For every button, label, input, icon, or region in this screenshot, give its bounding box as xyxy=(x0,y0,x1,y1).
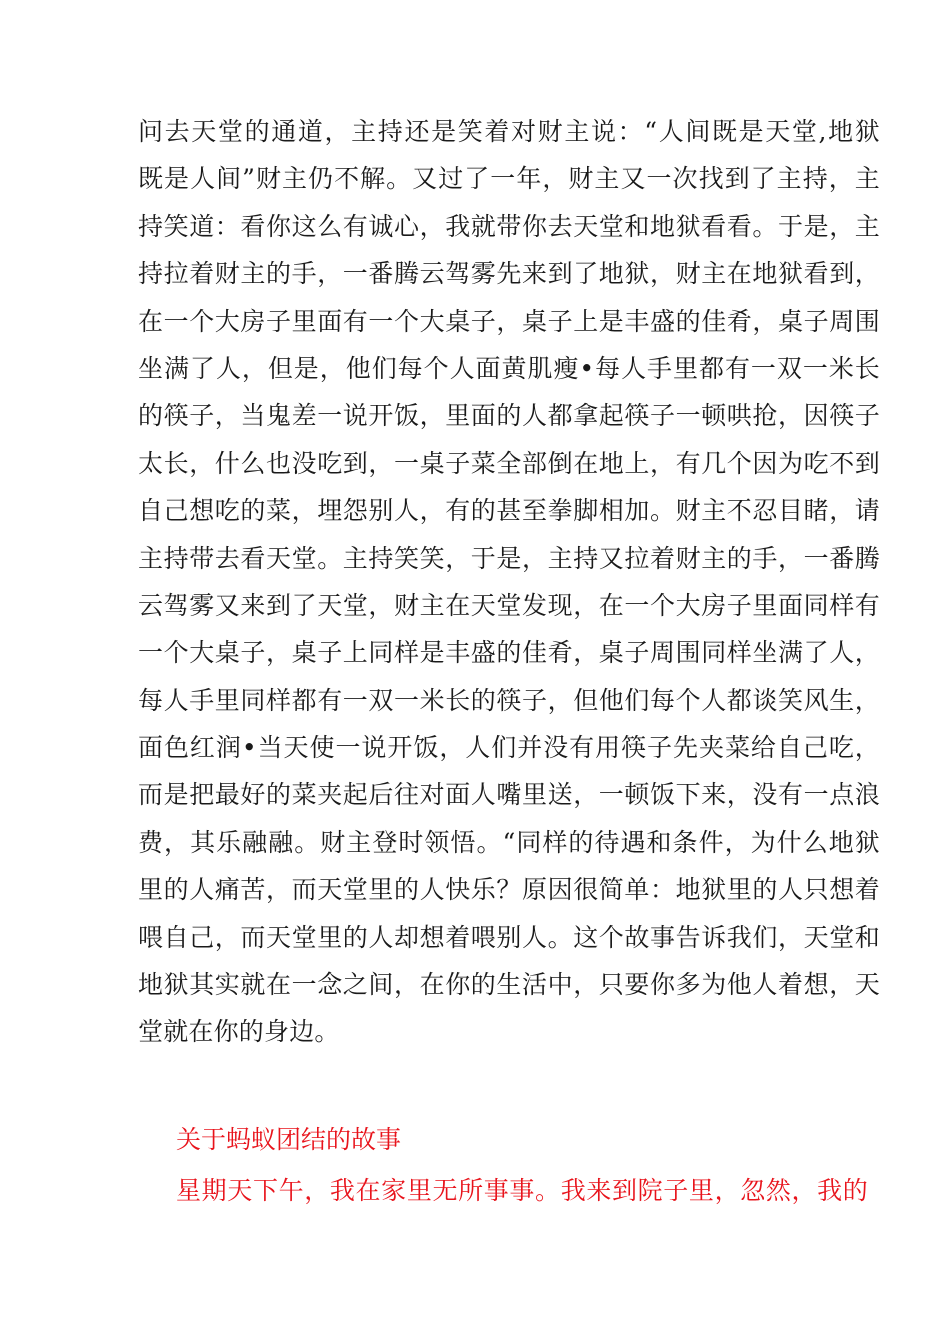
story-paragraph xyxy=(138,108,880,1056)
section-heading: 关于蚂蚁团结的故事 xyxy=(176,1125,402,1154)
paragraph-line: 云驾雾又来到了天堂，财主在天堂发现，在一个大房子里面同样有 xyxy=(138,590,880,620)
paragraph-line: 的筷子，当鬼差一说开饭，里面的人都拿起筷子一顿哄抢，因筷子 xyxy=(138,401,880,431)
paragraph-line: 持笑道：看你这么有诚心，我就带你去天堂和地狱看看。于是，主 xyxy=(138,211,880,241)
paragraph-line: 堂就在你的身边。 xyxy=(138,1017,340,1047)
paragraph-line: 自己想吃的菜，埋怨别人，有的甚至拳脚相加。财主不忍目睹，请 xyxy=(138,496,880,526)
paragraph-line: 面色红润•当天使一说开饭，人们并没有用筷子先夹菜给自己吃， xyxy=(138,733,880,763)
paragraph-line: 每人手里同样都有一双一米长的筷子，但他们每个人都谈笑风生， xyxy=(138,685,880,715)
paragraph-line: 喂自己，而天堂里的人却想着喂别人。这个故事告诉我们，天堂和 xyxy=(138,922,880,952)
paragraph-line: 持拉着财主的手，一番腾云驾雾先来到了地狱，财主在地狱看到， xyxy=(138,259,880,289)
paragraph-line: 主持带去看天堂。主持笑笑，于是，主持又拉着财主的手，一番腾 xyxy=(138,543,880,573)
paragraph-line: 既是人间”财主仍不解。又过了一年，财主又一次找到了主持，主 xyxy=(138,164,880,194)
paragraph-line: 一个大桌子，桌子上同样是丰盛的佳肴，桌子周围同样坐满了人， xyxy=(138,638,880,668)
paragraph-line: 在一个大房子里面有一个大桌子，桌子上是丰盛的佳肴，桌子周围 xyxy=(138,306,880,336)
paragraph-line: 星期天下午，我在家里无所事事。我来到院子里，忽然，我的 xyxy=(176,1176,868,1205)
paragraph-line: 问去天堂的通道，主持还是笑着对财主说：“人间既是天堂,地狱 xyxy=(138,117,880,146)
paragraph-line: 坐满了人，但是，他们每个人面黄肌瘦•每人手里都有一双一米长 xyxy=(138,353,880,383)
next-story-paragraph xyxy=(176,1166,868,1216)
paragraph-line: 而是把最好的菜夹起后往对面人嘴里送，一顿饭下来，没有一点浪 xyxy=(138,780,880,810)
paragraph-line: 里的人痛苦，而天堂里的人快乐？原因很简单：地狱里的人只想着 xyxy=(138,875,880,905)
paragraph-line: 太长，什么也没吃到，一桌子菜全部倒在地上，有几个因为吃不到 xyxy=(138,448,880,478)
paragraph-line: 费，其乐融融。财主登时领悟。“同样的待遇和条件，为什么地狱 xyxy=(138,827,880,857)
paragraph-line: 地狱其实就在一念之间，在你的生活中，只要你多为他人着想，天 xyxy=(138,970,880,1000)
